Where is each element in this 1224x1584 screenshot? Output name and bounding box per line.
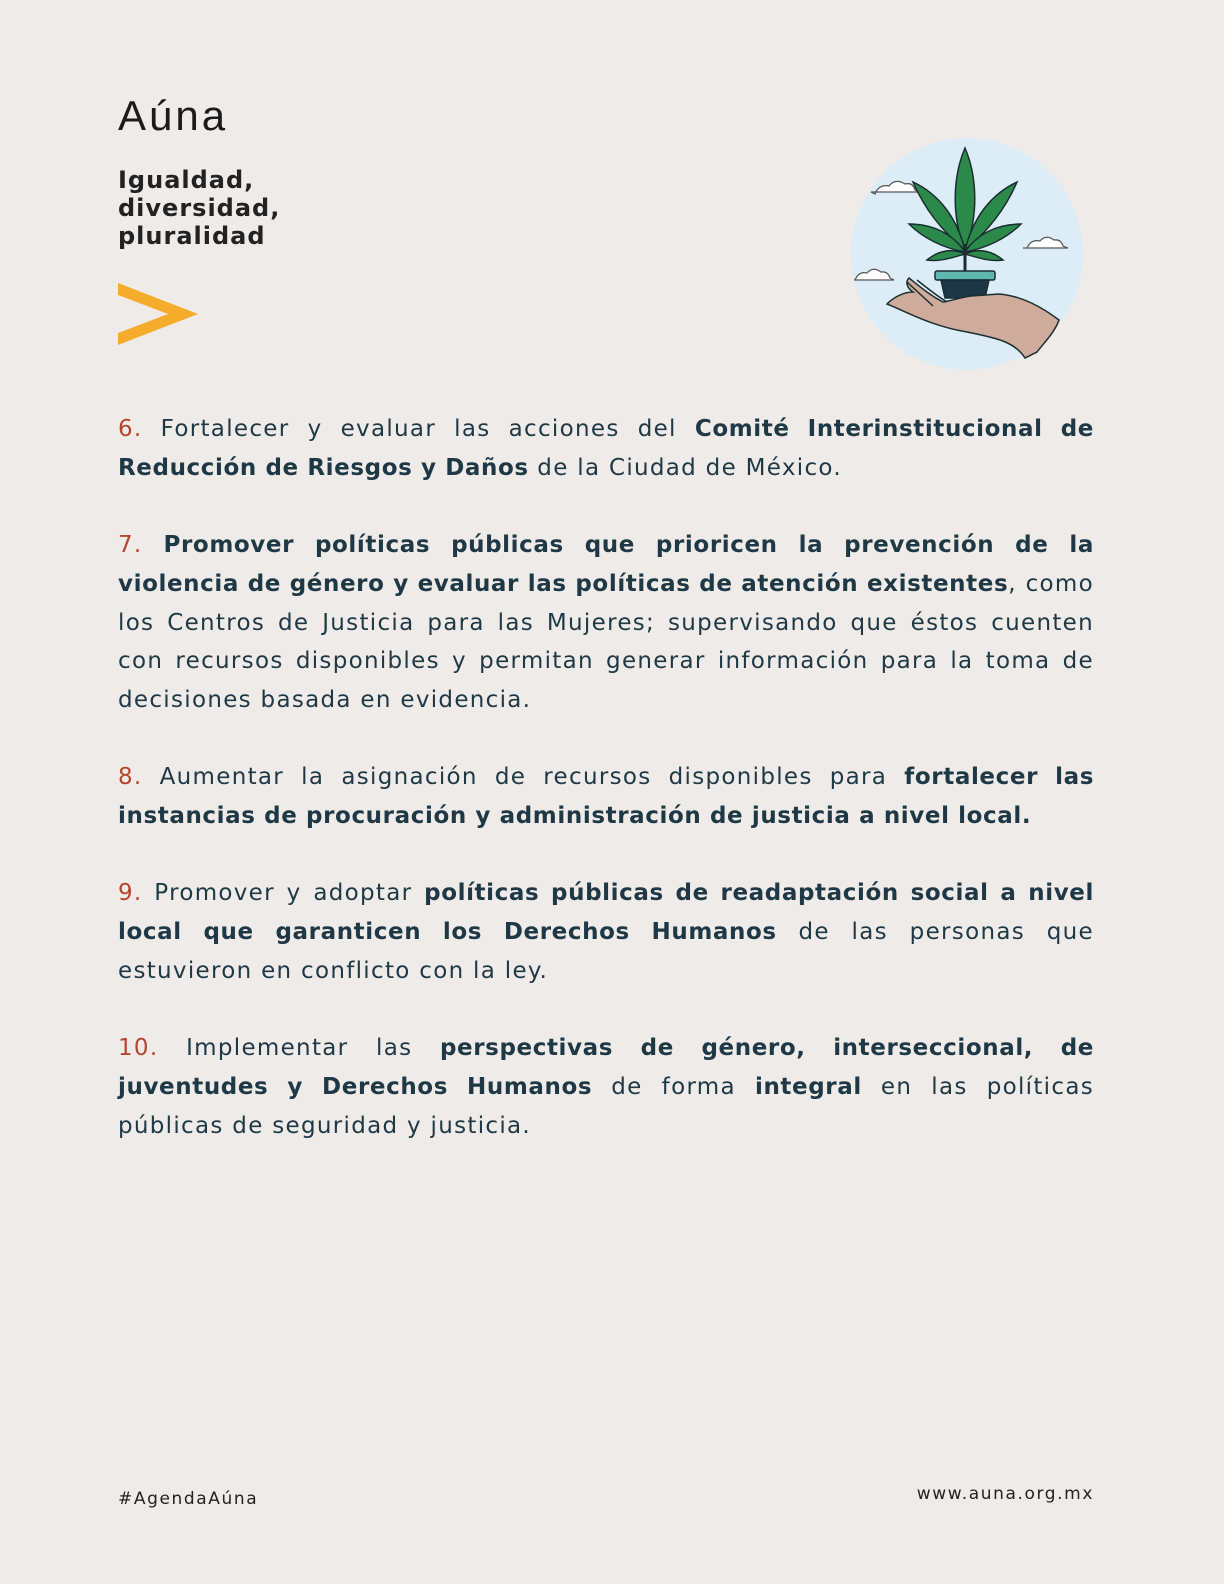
item-bold-text: integral [754, 1073, 862, 1100]
item-text [143, 532, 164, 558]
item-number: 7. [118, 532, 143, 559]
item-text: Fortalecer y evaluar las acciones del [142, 416, 695, 442]
item-text: de forma [592, 1073, 755, 1100]
item-bold-text: fortalecer las instancias de procuración y administración de justicia a nivel local. [118, 764, 1094, 829]
tagline-line: diversidad, [118, 194, 281, 222]
item-text: Promover y adoptar [142, 880, 425, 907]
tagline-line: Igualdad, [118, 166, 255, 194]
chevron-right-icon [118, 283, 198, 345]
footer-website[interactable]: www.auna.org.mx [916, 1484, 1094, 1504]
item-number: 10. [118, 1035, 159, 1062]
footer-hashtag: #AgendaAúna [118, 1489, 259, 1509]
item-bold-text: políticas públicas de readaptación social a nivel local que garanticen los Derechos Humanos [118, 880, 1094, 946]
item-bold-text: Comité Interinstitucional de Reducción de Riesgos y Daños [118, 416, 1094, 481]
item-bold-text: Promover políticas públicas que prioricen la prevención de la violencia de género y evaluar las políticas de atención existentes [118, 532, 1094, 597]
item-text: de las personas que estuvieron en conflicto con la ley. [118, 919, 1094, 984]
brand-logo: Aúna [118, 92, 229, 139]
recommendation-item [118, 1029, 1094, 1145]
item-text: en las políticas públicas de seguridad y justicia. [118, 1073, 1094, 1139]
item-number: 8. [118, 764, 143, 791]
hand-holding-plant-illustration [847, 136, 1087, 376]
recommendation-item [118, 758, 1094, 835]
recommendations-list [118, 410, 1094, 1184]
item-number: 6. [118, 416, 143, 442]
recommendation-item [118, 526, 1094, 720]
tagline [118, 166, 280, 250]
tagline-line: pluralidad [118, 222, 266, 250]
item-number: 9. [118, 880, 143, 907]
item-text: de la Ciudad de México. [528, 454, 842, 481]
recommendation-item [118, 410, 1094, 487]
item-text: , como los Centros de Justicia para las Mujeres; supervisando que éstos cuenten con recursos disponibles y permitan generar información para la toma de decisiones basada en evidencia. [118, 570, 1094, 713]
recommendation-item [118, 874, 1094, 990]
item-text: Aumentar la asignación de recursos disponibles para [142, 764, 905, 791]
item-bold-text: perspectivas de género, interseccional, de juventudes y Derechos Humanos [118, 1035, 1094, 1100]
item-text: Implementar las [158, 1035, 440, 1062]
